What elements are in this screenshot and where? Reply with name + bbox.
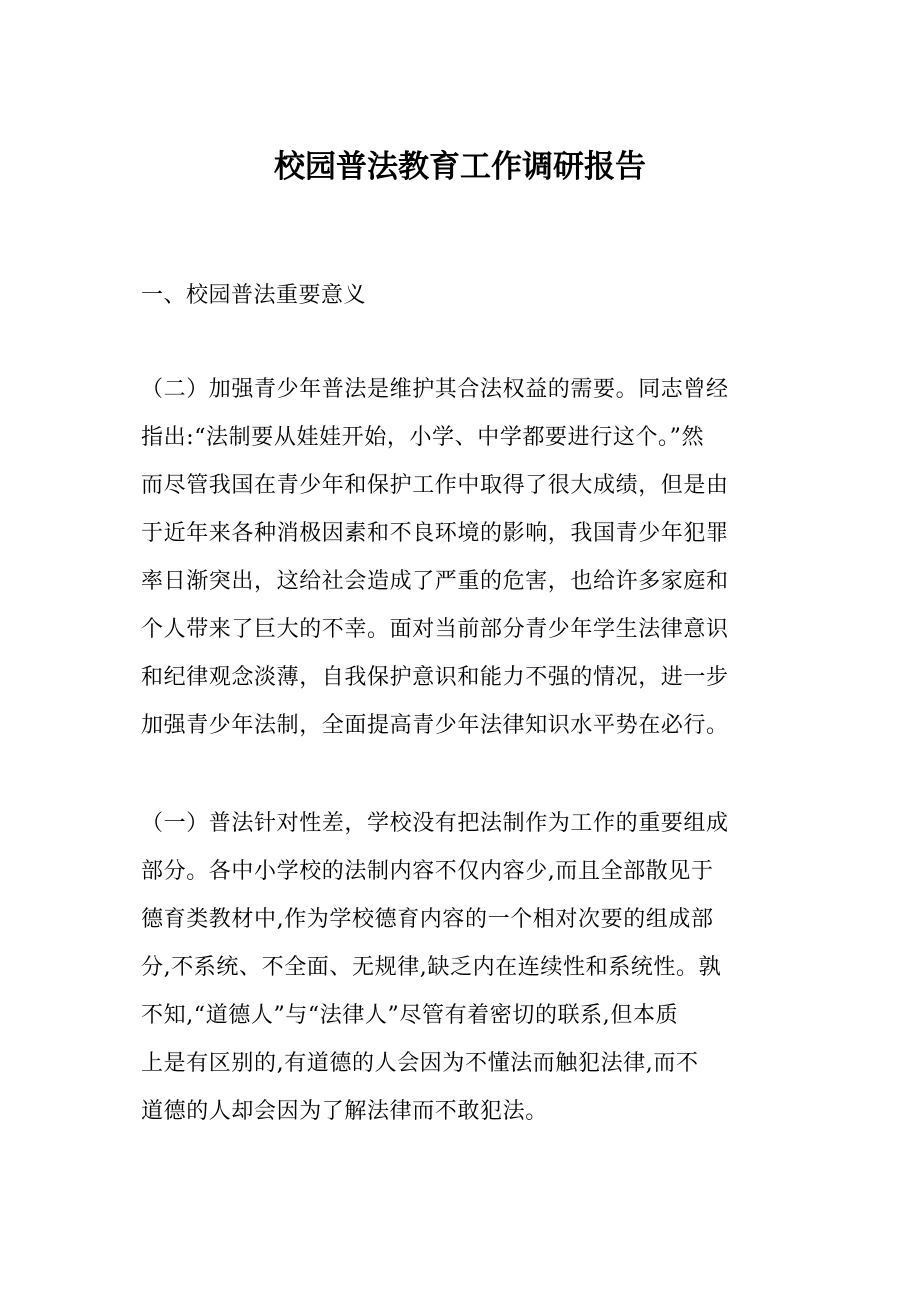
paragraph-line: 而尽管我国在青少年和保护工作中取得了很大成绩，但是由 (141, 473, 729, 498)
paragraph-line: （一）普法针对性差，学校没有把法制作为工作的重要组成 (141, 811, 729, 836)
paragraph-line: 率日渐突出，这给社会造成了严重的危害，也给许多家庭和 (141, 569, 729, 594)
paragraph-line: 于近年来各种消极因素和不良环境的影响，我国青少年犯罪 (141, 521, 729, 546)
paragraph-line: 不知,“道德人”与“法律人”尽管有着密切的联系,但本质 (141, 1003, 679, 1028)
paragraph-line: （二）加强青少年普法是维护其合法权益的需要。同志曾经 (141, 377, 729, 402)
paragraph-line: 部分。各中小学校的法制内容不仅内容少,而且全部散见于 (141, 859, 714, 884)
paragraph-line: 道德的人却会因为了解法律而不敢犯法。 (141, 1099, 548, 1124)
paragraph-poor-targeting (141, 800, 801, 1136)
paragraph-line: 指出:“法制要从娃娃开始，小学、中学都要进行这个。”然 (141, 425, 705, 450)
paragraph-line: 分,不系统、不全面、无规律,缺乏内在连续性和系统性。孰 (141, 955, 722, 980)
paragraph-line: 个人带来了巨大的不幸。面对当前部分青少年学生法律意识 (141, 617, 729, 642)
paragraph-protect-rights (141, 366, 801, 750)
paragraph-line: 德育类教材中,作为学校德育内容的一个相对次要的组成部 (141, 907, 714, 932)
section-heading: 一、校园普法重要意义 (141, 283, 367, 308)
document-title: 校园普法教育工作调研报告 (274, 149, 646, 185)
paragraph-line: 和纪律观念淡薄，自我保护意识和能力不强的情况，进一步 (141, 665, 729, 690)
paragraph-line: 上是有区别的,有道德的人会因为不懂法而触犯法律,而不 (141, 1051, 699, 1076)
paragraph-line: 加强青少年法制，全面提高青少年法律知识水平势在必行。 (141, 713, 729, 738)
